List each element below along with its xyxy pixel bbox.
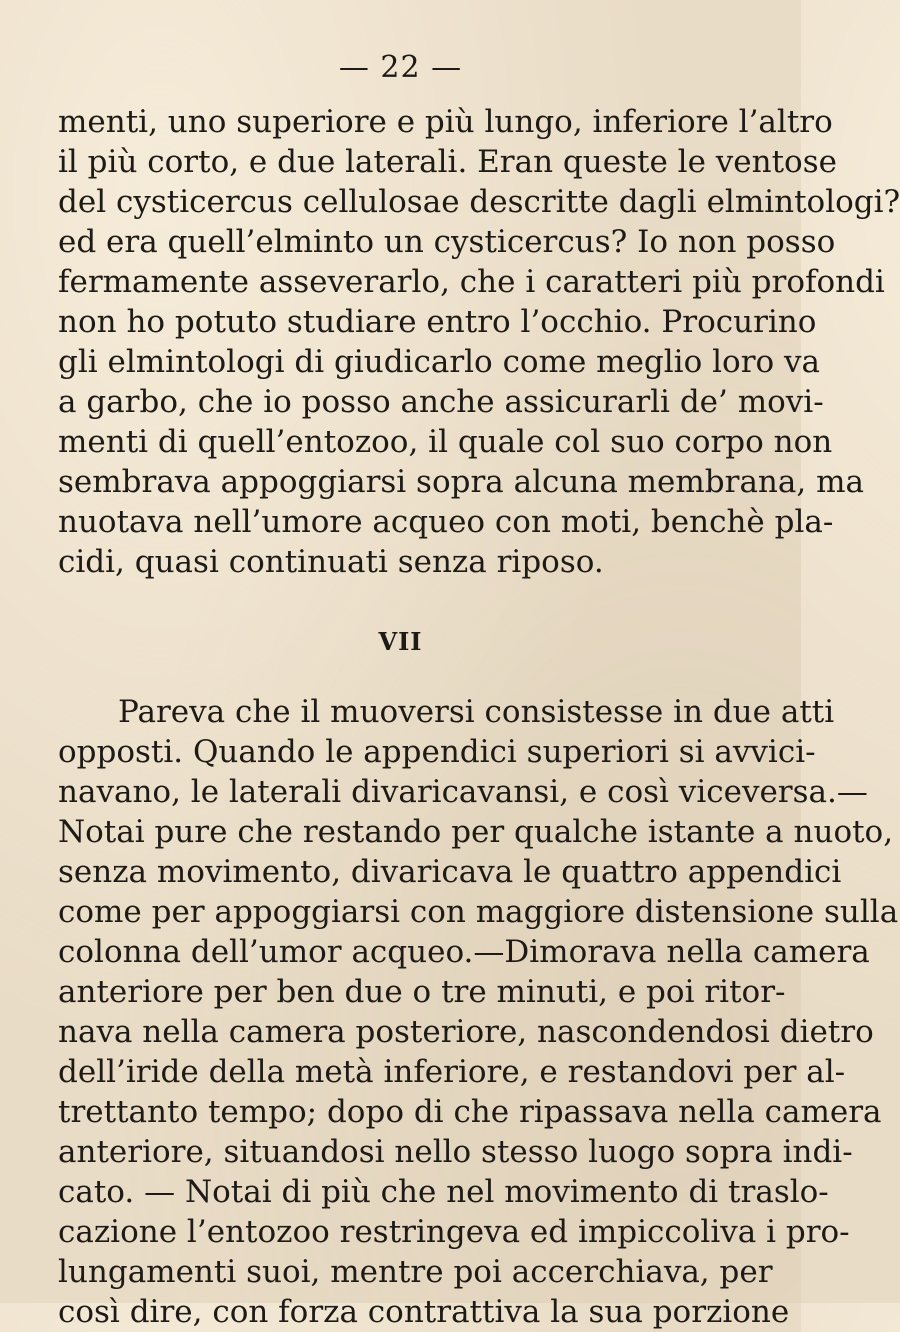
text-line: il più corto, e due laterali. Eran queste le ventose: [58, 144, 837, 180]
text-line: nuotava nell’umore acqueo con moti, benchè pla-: [58, 504, 834, 540]
text-line: non ho potuto studiare entro l’occhio. Procurino: [58, 304, 817, 340]
text-line: così dire, con forza contrattiva la sua porzione: [58, 1294, 790, 1330]
text-line: cidi, quasi continuati senza riposo.: [58, 544, 604, 580]
text-line: fermamente asseverarlo, che i caratteri più profondi: [58, 264, 885, 300]
section-heading: VII: [378, 627, 423, 656]
text-line: nava nella camera posteriore, nascondendosi dietro: [58, 1014, 874, 1050]
text-line: trettanto tempo; dopo di che ripassava nella camera: [58, 1094, 882, 1130]
text-line: anteriore, situandosi nello stesso luogo sopra indi-: [58, 1134, 853, 1170]
text-line: opposti. Quando le appendici superiori si avvici-: [58, 734, 816, 770]
text-line: menti di quell’entozoo, il quale col suo corpo non: [58, 424, 833, 460]
text-line: ed era quell’elminto un cysticercus? Io non posso: [58, 224, 836, 260]
text-line: menti, uno superiore e più lungo, inferiore l’altro: [58, 104, 833, 140]
text-line: sembrava appoggiarsi sopra alcuna membrana, ma: [58, 464, 864, 500]
text-line: cazione l’entozoo restringeva ed impiccoliva i pro-: [58, 1214, 850, 1250]
text-line: navano, le laterali divaricavansi, e così viceversa.—: [58, 774, 868, 810]
page-number: — 22 —: [338, 50, 463, 85]
text-line: del cysticercus cellulosae descritte dagli elmintologi?: [58, 184, 900, 220]
text-line: Pareva che il muoversi consistesse in due atti: [118, 694, 835, 730]
text-line: colonna dell’umor acqueo.—Dimorava nella camera: [58, 934, 870, 970]
text-line: senza movimento, divaricava le quattro appendici: [58, 854, 842, 890]
text-line: come per appoggiarsi con maggiore distensione sulla: [58, 894, 899, 930]
text-line: cato. — Notai di più che nel movimento di traslo-: [58, 1174, 829, 1210]
text-line: gli elmintologi di giudicarlo come meglio loro va: [58, 344, 821, 380]
text-line: lungamenti suoi, mentre poi accerchiava, per: [58, 1254, 773, 1290]
text-line: dell’iride della metà inferiore, e restandovi per al-: [58, 1054, 846, 1090]
text-line: Notai pure che restando per qualche istante a nuoto,: [58, 814, 894, 850]
text-line: a garbo, che io posso anche assicurarli de’ movi-: [58, 384, 824, 420]
text-line: anteriore per ben due o tre minuti, e poi ritor-: [58, 974, 786, 1010]
